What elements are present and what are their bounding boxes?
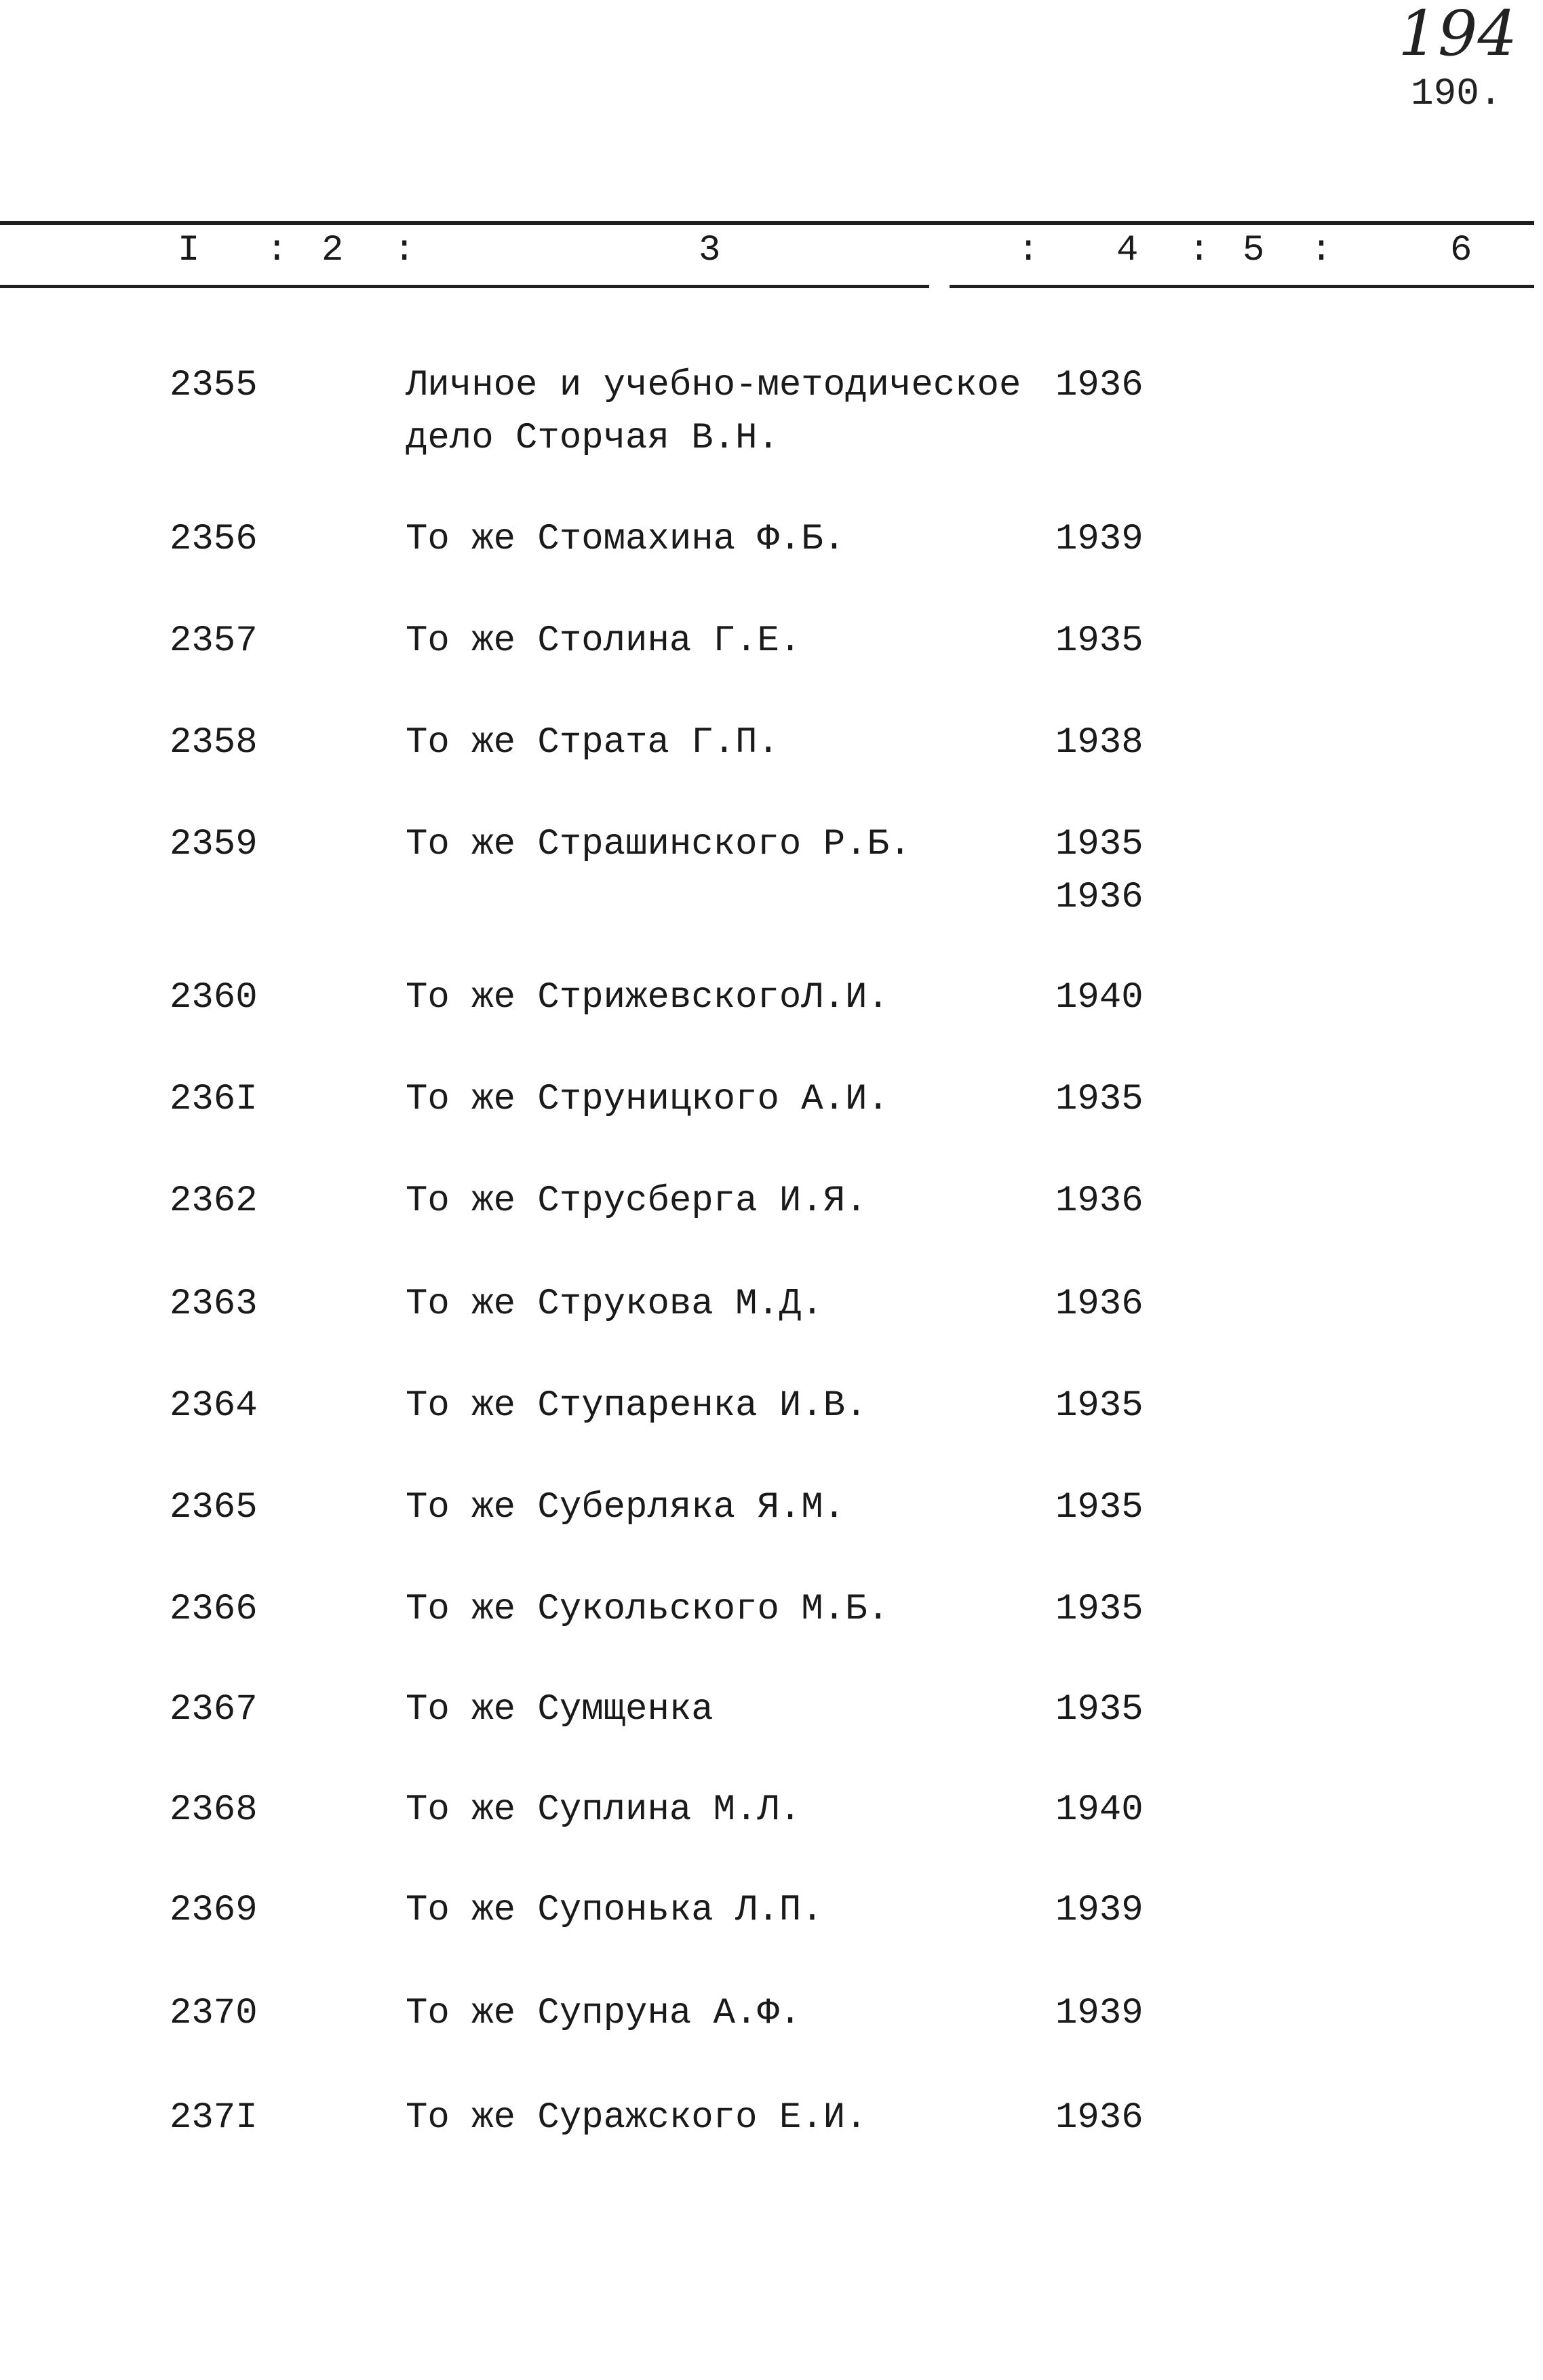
column-header-5: 5 <box>1243 230 1265 271</box>
column-separator: : <box>1310 230 1333 271</box>
entry-title-line: То же Струницкого А.И. <box>406 1079 889 1120</box>
entry-year: 1936 <box>1055 2097 1144 2139</box>
entry-years <box>1055 2092 1144 2145</box>
entry-number: 2358 <box>170 722 258 763</box>
entry-title <box>406 1987 1050 2040</box>
entry-title-line: То же Ступаренка И.В. <box>406 1385 867 1427</box>
entry-title <box>406 1482 1050 1534</box>
entry-title <box>406 1278 1050 1331</box>
entry-years <box>1055 615 1144 668</box>
entry-years <box>1055 1175 1144 1228</box>
entry-number: 2356 <box>170 519 258 560</box>
entry-number: 2362 <box>170 1181 258 1222</box>
entry-year: 1939 <box>1055 1993 1144 2034</box>
entry-title-line: То же Суберляка Я.М. <box>406 1487 846 1528</box>
entry-title-line: То же Сукольского М.Б. <box>406 1589 889 1630</box>
entry-years <box>1055 1784 1144 1837</box>
entry-years <box>1055 1482 1144 1534</box>
entry-title <box>406 1684 1050 1737</box>
entry-title <box>406 1380 1050 1433</box>
column-header-4: 4 <box>1116 230 1139 271</box>
column-header-1: I <box>178 230 200 271</box>
entry-number: 236I <box>170 1079 258 1120</box>
entry-title-line: То же Столина Г.Е. <box>406 620 802 662</box>
column-separator: : <box>1188 230 1211 271</box>
entry-title-line: То же Струсберга И.Я. <box>406 1181 867 1222</box>
entry-title-line: То же Супруна А.Ф. <box>406 1993 802 2034</box>
entry-title-line: То же Страшинского Р.Б. <box>406 824 912 865</box>
typed-folio-number: 190. <box>1411 72 1502 115</box>
entry-title-line: То же Супонька Л.П. <box>406 1890 823 1931</box>
entry-number: 2355 <box>170 365 258 406</box>
entry-title-line: То же Суражского Е.И. <box>406 2097 867 2139</box>
entry-year: 1935 <box>1055 620 1144 662</box>
entry-number: 2365 <box>170 1487 258 1528</box>
entry-title-line: То же СтрижевскогоЛ.И. <box>406 977 889 1018</box>
header-bottom-rule <box>0 285 929 288</box>
entry-title-line: Личное и учебно-методическое <box>406 365 1021 406</box>
entry-number: 237I <box>170 2097 258 2139</box>
entry-year: 1936 <box>1055 365 1144 406</box>
entry-number: 2366 <box>170 1589 258 1630</box>
entry-title-line: То же Страта Г.П. <box>406 722 779 763</box>
entry-year: 1940 <box>1055 1789 1144 1831</box>
entry-years <box>1055 818 1144 924</box>
entry-year: 1935 <box>1055 1689 1144 1730</box>
entry-number: 2359 <box>170 824 258 865</box>
entry-title-line: дело Сторчая В.Н. <box>406 418 779 459</box>
entry-year: 1940 <box>1055 977 1144 1018</box>
column-header-6: 6 <box>1450 230 1472 271</box>
header-top-rule <box>0 221 1534 225</box>
entry-title <box>406 717 1050 770</box>
entry-years <box>1055 717 1144 770</box>
entry-year: 1936 <box>1055 1181 1144 1222</box>
entry-title <box>406 2092 1050 2145</box>
entry-years <box>1055 1884 1144 1937</box>
column-separator: : <box>393 230 416 271</box>
entry-number: 2369 <box>170 1890 258 1931</box>
entry-years <box>1055 359 1144 412</box>
entry-title <box>406 1784 1050 1837</box>
entry-number: 2370 <box>170 1993 258 2034</box>
entry-year: 1936 <box>1055 1284 1144 1325</box>
entry-title-line: То же Сумщенка <box>406 1689 714 1730</box>
entry-number: 2363 <box>170 1284 258 1325</box>
entry-number: 2357 <box>170 620 258 662</box>
entry-title <box>406 359 1050 465</box>
entry-number: 2364 <box>170 1385 258 1427</box>
entry-year: 1939 <box>1055 519 1144 560</box>
entry-title-line: То же Струкова М.Д. <box>406 1284 823 1325</box>
entry-year: 1936 <box>1055 877 1144 918</box>
entry-year: 1935 <box>1055 824 1144 865</box>
column-separator: : <box>1017 230 1040 271</box>
entry-title <box>406 615 1050 668</box>
entry-years <box>1055 972 1144 1025</box>
entry-years <box>1055 1684 1144 1737</box>
handwritten-folio-number: 194 <box>1398 0 1517 70</box>
entry-year: 1939 <box>1055 1890 1144 1931</box>
entry-year: 1935 <box>1055 1079 1144 1120</box>
entry-title-line: То же Стомахина Ф.Б. <box>406 519 846 560</box>
entry-year: 1935 <box>1055 1385 1144 1427</box>
entry-years <box>1055 1583 1144 1636</box>
header-bottom-rule <box>950 285 1534 288</box>
entry-title <box>406 1175 1050 1228</box>
entry-title <box>406 1884 1050 1937</box>
entry-year: 1935 <box>1055 1487 1144 1528</box>
entry-title <box>406 1583 1050 1636</box>
entry-years <box>1055 1987 1144 2040</box>
column-header-3: 3 <box>699 230 721 271</box>
entry-number: 2360 <box>170 977 258 1018</box>
entry-number: 2368 <box>170 1789 258 1831</box>
entry-title <box>406 818 1050 871</box>
column-header-2: 2 <box>321 230 344 271</box>
entry-years <box>1055 1380 1144 1433</box>
entry-year: 1935 <box>1055 1589 1144 1630</box>
entry-years <box>1055 513 1144 566</box>
entry-years <box>1055 1073 1144 1126</box>
entry-number: 2367 <box>170 1689 258 1730</box>
entry-title <box>406 972 1050 1025</box>
column-separator: : <box>266 230 288 271</box>
entry-title <box>406 1073 1050 1126</box>
entry-title <box>406 513 1050 566</box>
entry-title-line: То же Суплина М.Л. <box>406 1789 802 1831</box>
entry-year: 1938 <box>1055 722 1144 763</box>
entry-years <box>1055 1278 1144 1331</box>
